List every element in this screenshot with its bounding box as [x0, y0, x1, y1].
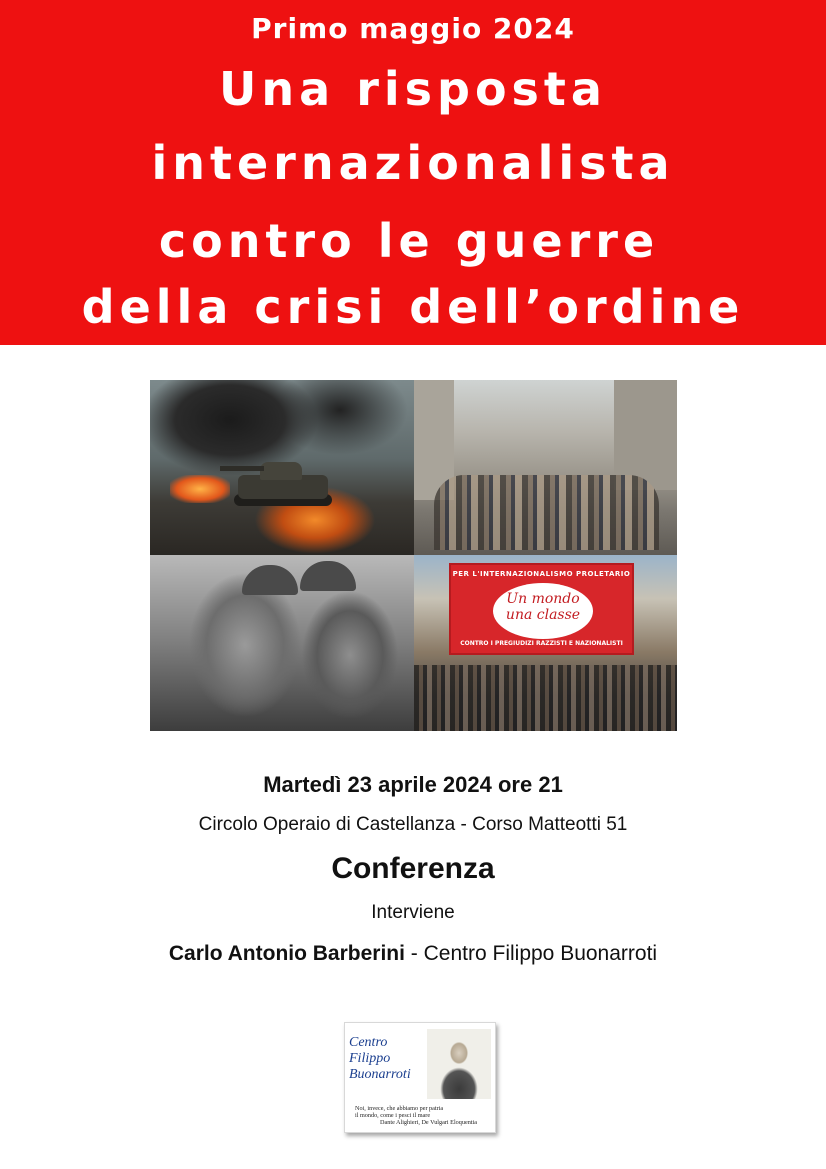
title-line-3: contro le guerre [158, 214, 660, 268]
fire-shape [170, 475, 230, 503]
portrait-image [427, 1029, 491, 1099]
logo-quote [355, 1105, 491, 1127]
title-line-2: internazionalista [151, 136, 675, 190]
speaker-name: Carlo Antonio Barberini [168, 942, 405, 965]
photo-march-banner [414, 555, 677, 731]
header-kicker: Primo maggio 2024 [251, 12, 575, 45]
event-venue: Circolo Operaio di Castellanza - Corso Matteotti 51 [198, 814, 628, 835]
marchers-shape [414, 665, 677, 731]
protest-banner [449, 563, 634, 655]
crowd-shape [434, 475, 659, 550]
tank-gun-shape [220, 466, 264, 471]
photo-tank-battlefield [150, 380, 414, 555]
logo-quote-line-2: il mondo, come i pesci il mare [355, 1112, 431, 1120]
building-shape [614, 380, 677, 490]
logo-name: Centro Filippo Buonarroti [349, 1035, 411, 1082]
speaker-line [0, 942, 826, 966]
header-banner [0, 0, 826, 345]
logo-quote-line-3: Dante Alighieri, De Vulgari Eloquentia [380, 1119, 477, 1127]
helmet-shape [300, 561, 356, 591]
title-line-4: della crisi dell’ordine [81, 280, 745, 334]
helmet-shape [242, 565, 298, 595]
centro-buonarroti-logo [344, 1022, 496, 1133]
title-line-1: Una risposta [219, 62, 607, 116]
banner-arc-text: PER L'INTERNAZIONALISMO PROLETARIO [452, 570, 631, 578]
photo-collage [150, 380, 677, 731]
event-date-time: Martedì 23 aprile 2024 ore 21 [263, 772, 563, 797]
speaker-affiliation: - Centro Filippo Buonarroti [404, 942, 658, 965]
photo-ruined-street-crowd [414, 380, 677, 555]
event-type: Conferenza [331, 852, 495, 885]
logo-quote-line-1: Noi, invece, che abbiamo per patria [355, 1105, 444, 1112]
tank-turret-shape [260, 462, 302, 480]
speaker-intro: Interviene [371, 902, 455, 923]
banner-bottom-text: CONTRO I PREGIUDIZI RAZZISTI E NAZIONALISTI [460, 640, 623, 647]
photo-soldiers-bw [150, 555, 414, 731]
banner-center-text: Un mondo una classe [493, 583, 593, 639]
